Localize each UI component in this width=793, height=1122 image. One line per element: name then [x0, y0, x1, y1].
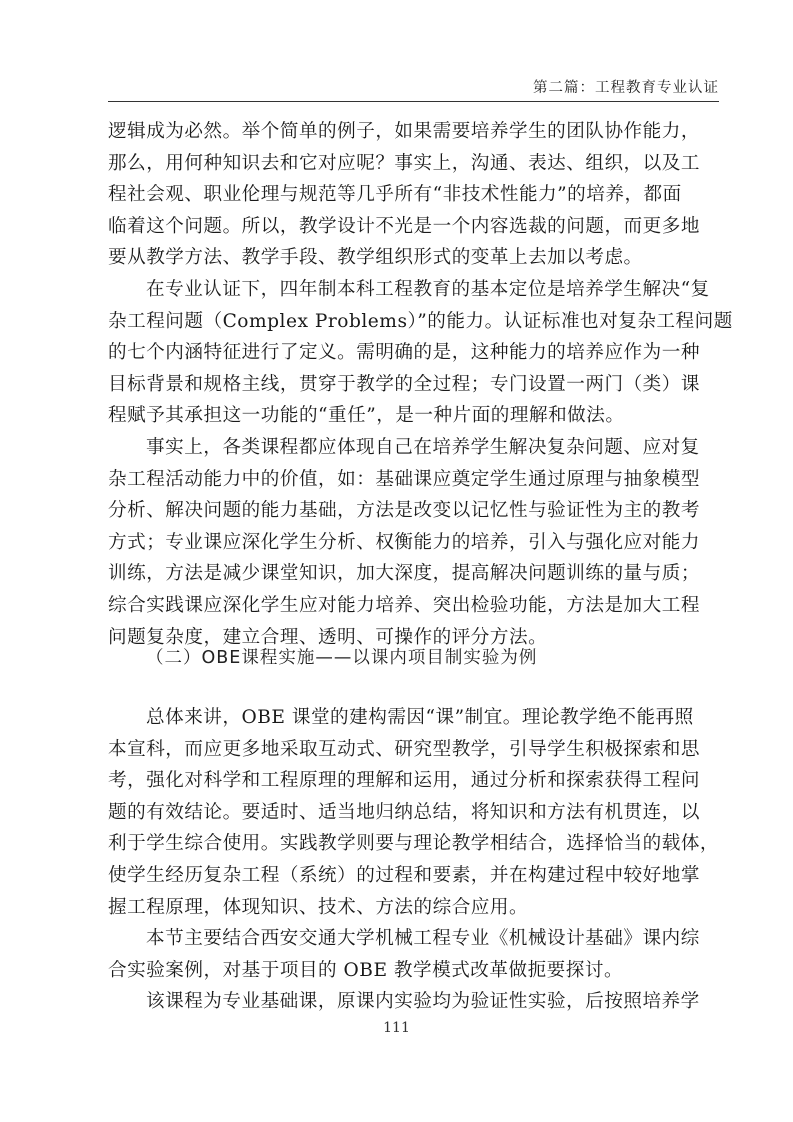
text-line: 逻辑成为必然。举个简单的例子，如果需要培养学生的团队协作能力，: [108, 121, 700, 142]
text-line: 本宣科，而应更多地采取互动式、研究型教学，引导学生积极探索和思: [108, 738, 700, 760]
text-line: 方式；专业课应深化学生分析、权衡能力的培养，引入与强化应对能力: [108, 531, 700, 553]
running-header: 第二篇：工程教育专业认证: [533, 80, 719, 96]
text-line: 的七个内涵特征进行了定义。需明确的是，这种能力的培养应作为一种: [108, 342, 700, 364]
text-line: 总体来讲，OBE 课堂的建构需因“课”制宜。理论教学绝不能再照: [146, 707, 694, 728]
text-line: 问题复杂度，建立合理、透明、可操作的评分方法。: [108, 626, 548, 648]
text-line: 题的有效结论。要适时、适当地归纳总结，将知识和方法有机贯连，以: [108, 801, 700, 823]
text-line: 训练，方法是减少课堂知识，加大深度，提高解决问题训练的量与质；: [108, 563, 700, 585]
page-number: 111: [383, 1020, 410, 1036]
text-line: 程赋予其承担这一功能的“重任”，是一种片面的理解和做法。: [108, 405, 625, 427]
text-line: 程社会观、职业伦理与规范等几乎所有“非技术性能力”的培养，都面: [108, 184, 682, 206]
body-text-bottom: [108, 702, 720, 1018]
text-line: 事实上，各类课程都应体现自己在培养学生解决复杂问题、应对复: [146, 436, 700, 458]
text-line: 杂工程活动能力中的价值，如：基础课应奠定学生通过原理与抽象模型: [108, 468, 700, 490]
text-line: 临着这个问题。所以，教学设计不光是一个内容选裁的问题，而更多地: [108, 215, 700, 237]
text-line: 本节主要结合西安交通大学机械工程专业《机械设计基础》课内综: [146, 928, 700, 950]
body-text-top: [108, 116, 733, 653]
section-heading: （二）OBE课程实施——以课内项目制实验为例: [146, 648, 538, 668]
text-line: 要从教学方法、教学手段、教学组织形式的变革上去加以考虑。: [108, 247, 643, 269]
text-line: 使学生经历复杂工程（系统）的过程和要素，并在构建过程中较好地掌: [108, 864, 700, 886]
text-line: 在专业认证下，四年制本科工程教育的基本定位是培养学生解决“复: [146, 278, 710, 300]
text-line: 利于学生综合使用。实践教学则要与理论教学相结合，选择恰当的载体，: [108, 833, 720, 855]
header-rule: [108, 101, 719, 102]
text-line: 分析、解决问题的能力基础，方法是改变以记忆性与验证性为主的教考: [108, 500, 700, 522]
text-line: 合实验案例，对基于项目的 OBE 教学模式改革做扼要探讨。: [108, 959, 624, 981]
text-line: 杂工程问题（Complex Problems）”的能力。认证标准也对复杂工程问题: [108, 310, 733, 332]
text-line: 综合实践课应深化学生应对能力培养、突出检验功能，方法是加大工程: [108, 594, 700, 616]
text-line: 那么，用何种知识去和它对应呢？事实上，沟通、表达、组织，以及工: [108, 152, 700, 174]
text-line: 目标背景和规格主线，贯穿于教学的全过程；专门设置一两门（类）课: [108, 373, 700, 395]
text-line: 握工程原理，体现知识、技术、方法的综合应用。: [108, 896, 529, 918]
text-line: 考，强化对科学和工程原理的理解和运用，通过分析和探索获得工程问: [108, 770, 700, 792]
text-line: 该课程为专业基础课，原课内实验均为验证性实验，后按照培养学: [146, 991, 700, 1013]
